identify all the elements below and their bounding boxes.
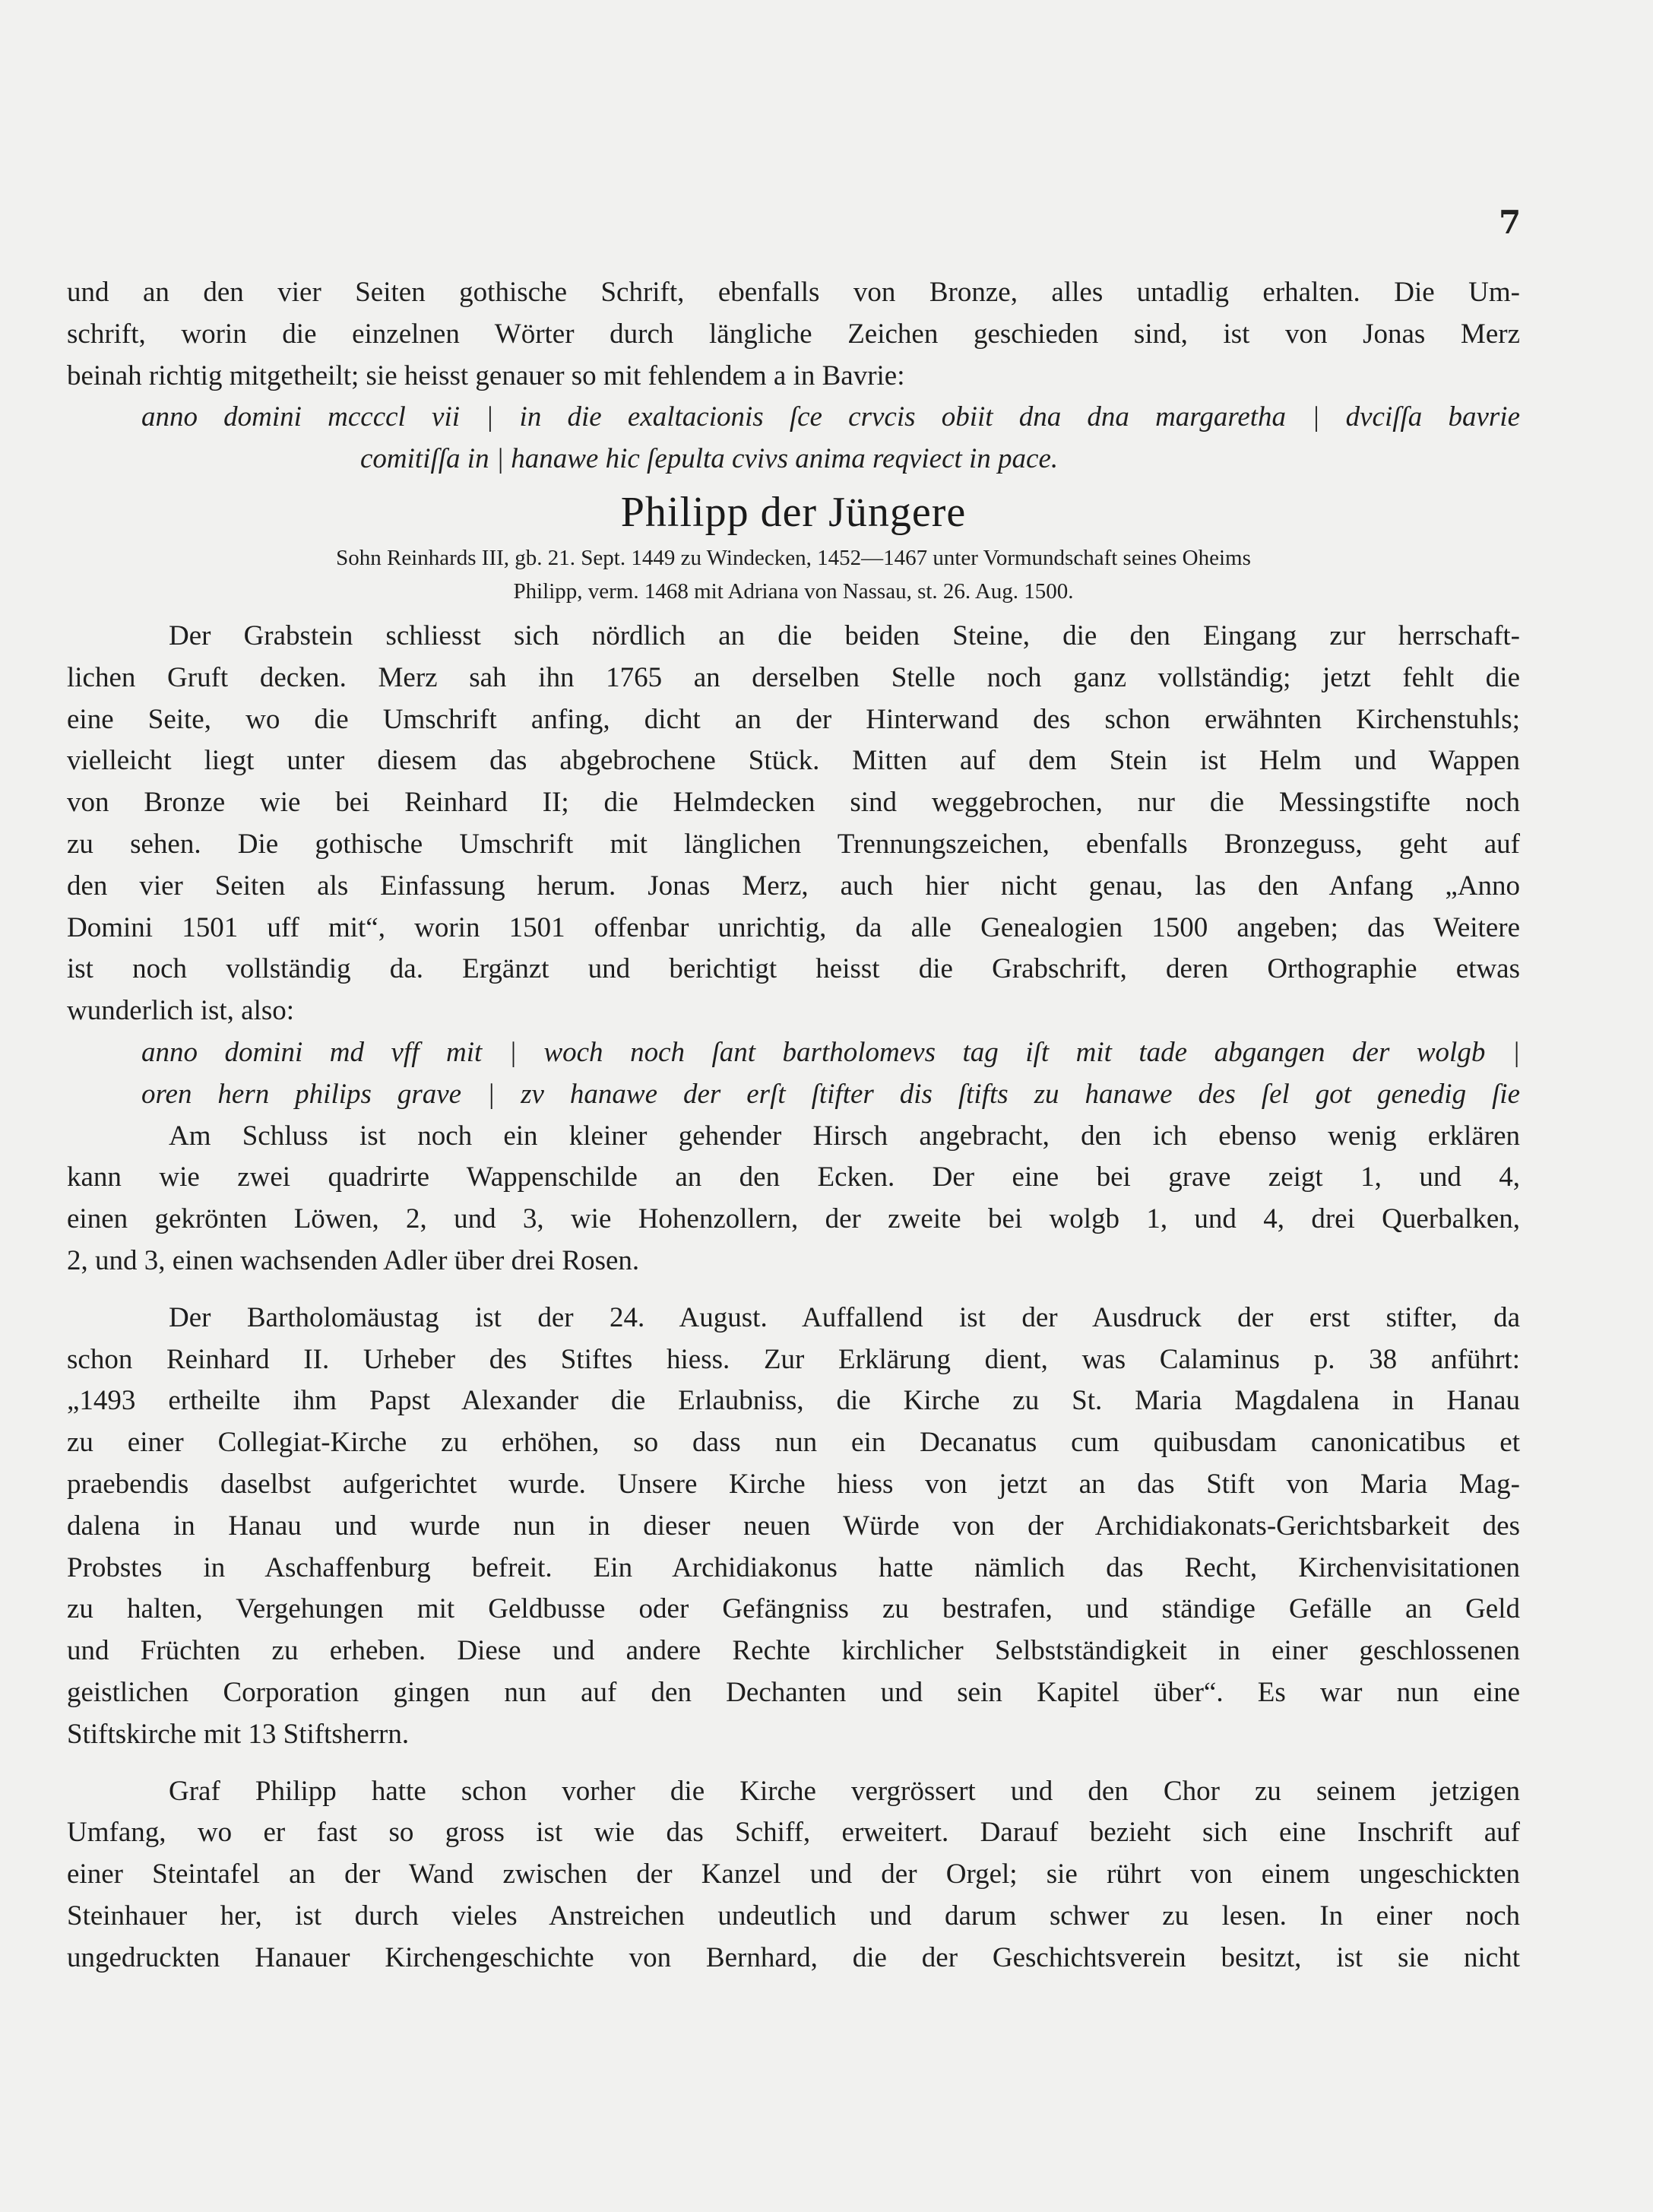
text-line: Am Schluss ist noch ein kleiner gehender Hirsch angebracht, den ich ebenso wenig erklären — [169, 1120, 1520, 1152]
text-line: Stiftskirche mit 13 Stiftsherrn. — [67, 1718, 410, 1750]
text-line: Steinhauer her, ist durch vieles Anstreichen undeutlich und darum schwer zu lesen. In einer noch — [67, 1900, 1520, 1932]
text-line: zu einer Collegiat-Kirche zu erhöhen, so dass nun ein Decanatus cum quibusdam canonicatibus et — [67, 1427, 1520, 1459]
section-subtitle-line: Sohn Reinhards III, gb. 21. Sept. 1449 zu Windecken, 1452—1467 unter Vormundschaft seines Oheims — [336, 545, 1251, 570]
text-line: schrift, worin die einzelnen Wörter durch längliche Zeichen geschieden sind, ist von Jonas Merz — [67, 318, 1520, 350]
text-line: beinah richtig mitgetheilt; sie heisst genauer so mit fehlendem a in Bavrie: — [67, 360, 905, 391]
text-line: ungedruckten Hanauer Kirchengeschichte von Bernhard, die der Geschichtsverein besitzt, ist sie nicht — [67, 1941, 1520, 1973]
text-line: dalena in Hanau und wurde nun in dieser neuen Würde von der Archidiakonats-Gerichtsbarkeit des — [67, 1510, 1520, 1542]
section-heading: Philipp der Jüngere — [620, 488, 967, 536]
inscription-margaretha — [67, 397, 1520, 480]
page-number: 7 — [1499, 204, 1522, 241]
page-body — [67, 272, 1520, 1979]
text-line: den vier Seiten als Einfassung herum. Jonas Merz, auch hier nicht genau, las den Anfang „Anno — [67, 870, 1520, 902]
text-line: eine Seite, wo die Umschrift anfing, dicht an der Hinterwand des schon erwähnten Kirchenstuhls; — [67, 703, 1520, 735]
text-line: und an den vier Seiten gothische Schrift, ebenfalls von Bronze, alles untadlig erhalten. Die Um- — [67, 277, 1520, 308]
text-line: praebendis daselbst aufgerichtet wurde. Unsere Kirche hiess von jetzt an das Stift von Maria Mag- — [67, 1468, 1520, 1500]
text-line: 2, und 3, einen wachsenden Adler über drei Rosen. — [67, 1244, 640, 1276]
text-line: schon Reinhard II. Urheber des Stiftes hiess. Zur Erklärung dient, was Calaminus p. 38 anführt: — [67, 1343, 1520, 1375]
text-line: einen gekrönten Löwen, 2, und 3, wie Hohenzollern, der zweite bei wolgb 1, und 4, drei Querbalken, — [67, 1203, 1520, 1235]
paragraph-intro — [67, 272, 1520, 397]
text-line: Umfang, wo er fast so gross ist wie das Schiff, erweitert. Darauf bezieht sich eine Inschrift auf — [67, 1817, 1520, 1849]
text-line: vielleicht liegt unter diesem das abgebrochene Stück. Mitten auf dem Stein ist Helm und Wappen — [67, 745, 1520, 777]
text-line: lichen Gruft decken. Merz sah ihn 1765 an derselben Stelle noch ganz vollständig; jetzt fehlt die — [67, 661, 1520, 693]
inscription-philipp — [67, 1032, 1520, 1116]
section-subtitle-line: Philipp, verm. 1468 mit Adriana von Nassau, st. 26. Aug. 1500. — [513, 578, 1074, 604]
paragraph-schluss — [67, 1116, 1520, 1282]
text-line: Der Grabstein schliesst sich nördlich an die beiden Steine, die den Eingang zur herrschaft- — [169, 620, 1520, 651]
inscription-line: anno domini mccccl vii | in die exaltacionis ſce crvcis obiit dna dna margaretha | dvciſſa bavrie — [141, 401, 1520, 433]
text-line: Der Bartholomäustag ist der 24. August. Auffallend ist der Ausdruck der erst stifter, da — [169, 1301, 1520, 1333]
text-line: geistlichen Corporation gingen nun auf den Dechanten und sein Kapitel über“. Es war nun eine — [67, 1676, 1520, 1708]
paragraph-grabstein — [67, 616, 1520, 1032]
text-line: und Früchten zu erheben. Diese und andere Rechte kirchlicher Selbstständigkeit in einer geschlossenen — [67, 1635, 1520, 1667]
text-line: Domini 1501 uff mit“, worin 1501 offenbar unrichtig, da alle Genealogien 1500 angeben; das Weitere — [67, 911, 1520, 943]
text-line: kann wie zwei quadrirte Wappenschilde an den Ecken. Der eine bei grave zeigt 1, und 4, — [67, 1161, 1520, 1193]
text-line: Graf Philipp hatte schon vorher die Kirche vergrössert und den Chor zu seinem jetzigen — [169, 1775, 1520, 1807]
text-line: zu halten, Vergehungen mit Geldbusse oder Gefängniss zu bestrafen, und ständige Gefälle an Geld — [67, 1593, 1520, 1625]
text-line: „1493 ertheilte ihm Papst Alexander die Erlaubniss, die Kirche zu St. Maria Magdalena in Hanau — [67, 1385, 1520, 1417]
text-line: wunderlich ist, also: — [67, 995, 295, 1027]
paragraph-graf-philipp — [67, 1771, 1520, 1979]
text-line: zu sehen. Die gothische Umschrift mit länglichen Trennungszeichen, ebenfalls Bronzeguss, geht auf — [67, 828, 1520, 860]
text-line: von Bronze wie bei Reinhard II; die Helmdecken sind weggebrochen, nur die Messingstifte noch — [67, 787, 1520, 819]
inscription-line: oren hern philips grave | zv hanawe der erſt ſtifter dis ſtifts zu hanawe des ſel got genedig ſie — [141, 1078, 1520, 1110]
text-line: ist noch vollständig da. Ergänzt und berichtigt heisst die Grabschrift, deren Orthographie etwas — [67, 953, 1520, 985]
inscription-line: comitiſſa in | hanawe hic ſepulta cvivs anima reqviect in pace. — [360, 443, 1059, 475]
text-line: Probstes in Aschaffenburg befreit. Ein Archidiakonus hatte nämlich das Recht, Kirchenvisitationen — [67, 1551, 1520, 1583]
inscription-line: anno domini md vff mit | woch noch ſant bartholomevs tag iſt mit tade abgangen der wolgb | — [141, 1036, 1520, 1068]
text-line: einer Steintafel an der Wand zwischen der Kanzel und der Orgel; sie rührt von einem ungeschickten — [67, 1859, 1520, 1890]
paragraph-bartholomaeus — [67, 1298, 1520, 1756]
